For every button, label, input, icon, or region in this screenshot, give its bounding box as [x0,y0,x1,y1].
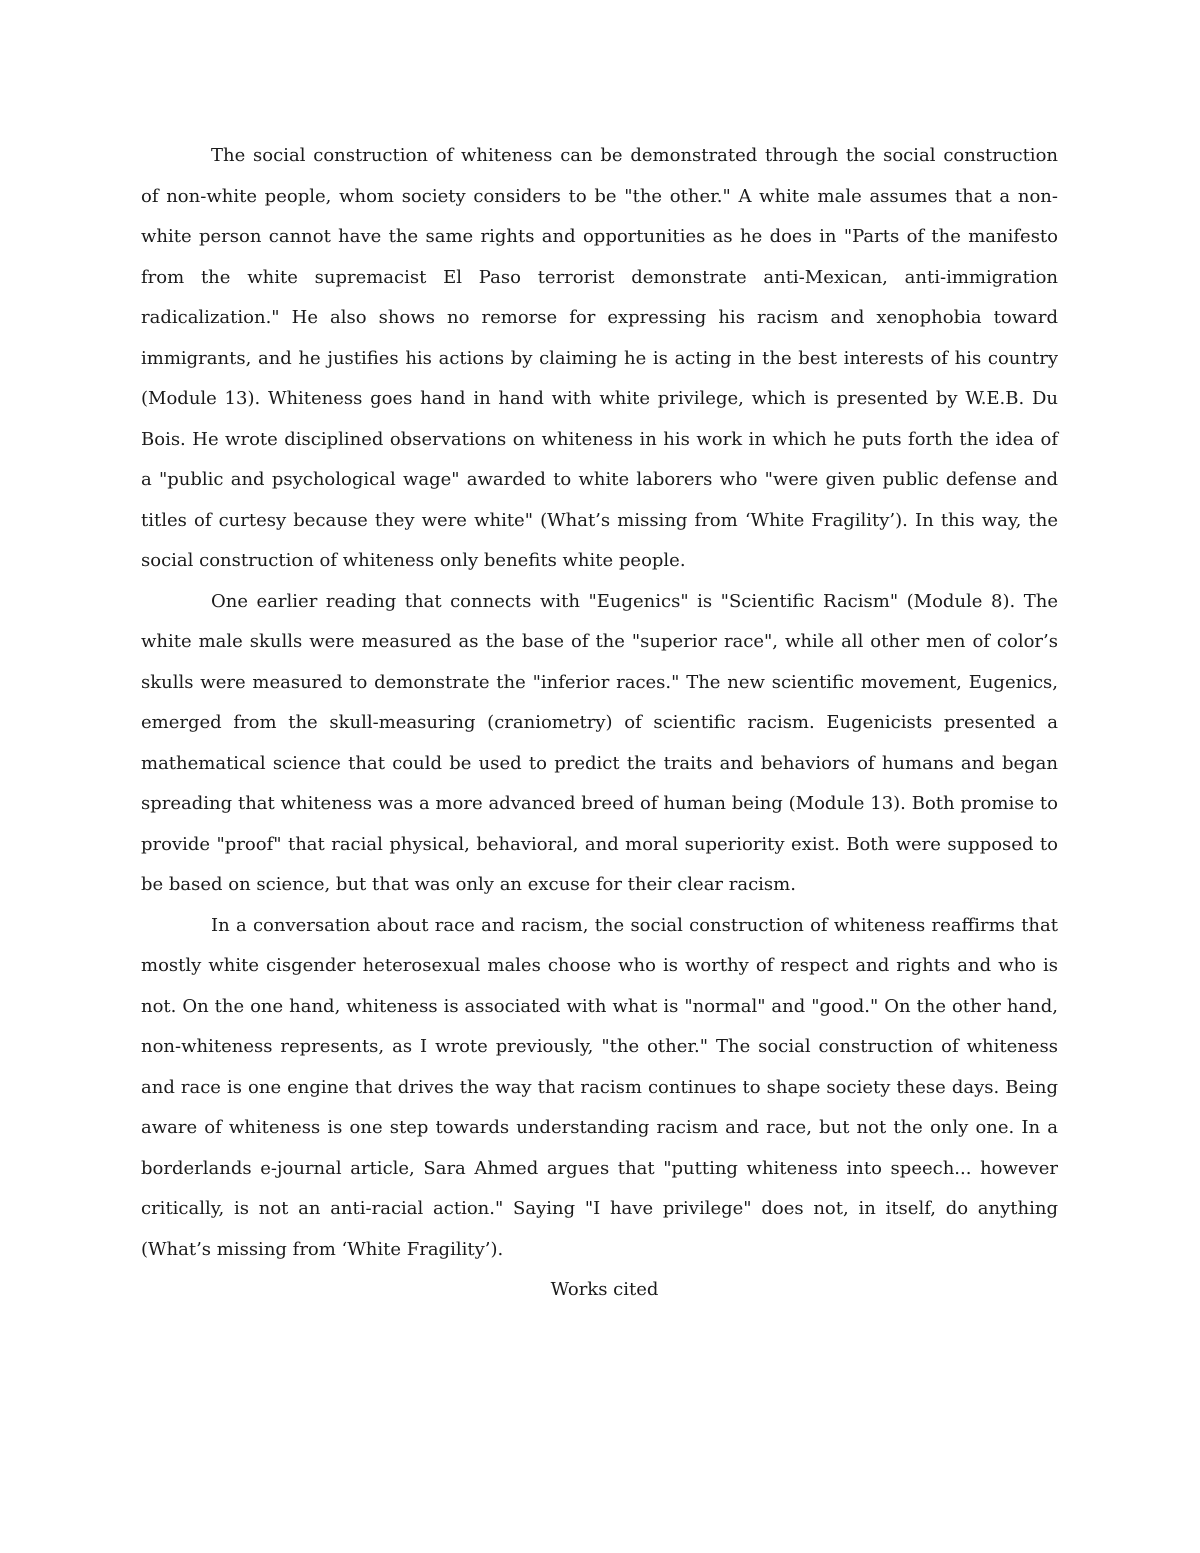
paragraph-eugenics: One earlier reading that connects with "Eugenics" is "Scientific Racism" (Module 8). The white male skulls were measured as the base of the "superior race", while all other men of color’s skulls were measured to demonstrate the "inferior races." The new scientific movement, Eugenics, emerged from the skull-measuring (craniometry) of scientific racism. Eugenicists presented a mathematical science that could be used to predict the traits and behaviors of humans and began spreading that whiteness was a more advanced breed of human being (Module 13). Both promise to provide "proof" that racial physical, behavioral, and moral superiority exist. Both were supposed to be based on science, but that was only an excuse for their clear racism. [141,590,1058,895]
essay-body [141,136,1058,1311]
paragraph-whiteness-construction: The social construction of whiteness can be demonstrated through the social construction of non-white people, whom society considers to be "the other." A white male assumes that a non-white person cannot have the same rights and opportunities as he does in "Parts of the manifesto from the white supremacist El Paso terrorist demonstrate anti-Mexican, anti-immigration radicalization." He also shows no remorse for expressing his racism and xenophobia toward immigrants, and he justifies his actions by claiming he is acting in the best interests of his country (Module 13). Whiteness goes hand in hand with white privilege, which is presented by W.E.B. Du Bois. He wrote disciplined observations on whiteness in his work in which he puts forth the idea of a "public and psychological wage" awarded to white laborers who "were given public defense and titles of curtesy because they were white" (What’s missing from ‘White Fragility’). In this way, the social construction of whiteness only benefits white people. [141,145,1058,571]
works-cited-heading: Works cited [550,1279,659,1300]
paragraph-conversation-race: In a conversation about race and racism, the social construction of whiteness reaffirms that mostly white cisgender heterosexual males choose who is worthy of respect and rights and who is not. On the one hand, whiteness is associated with what is "normal" and "good." On the other hand, non-whiteness represents, as I wrote previously, "the other." The social construction of whiteness and race is one engine that drives the way that racism continues to shape society these days. Being aware of whiteness is one step towards understanding racism and race, but not the only one. In a borderlands e-journal article, Sara Ahmed argues that "putting whiteness into speech... however critically, is not an anti-racial action." Saying "I have privilege" does not, in itself, do anything (What’s missing from ‘White Fragility’). [141,914,1058,1260]
